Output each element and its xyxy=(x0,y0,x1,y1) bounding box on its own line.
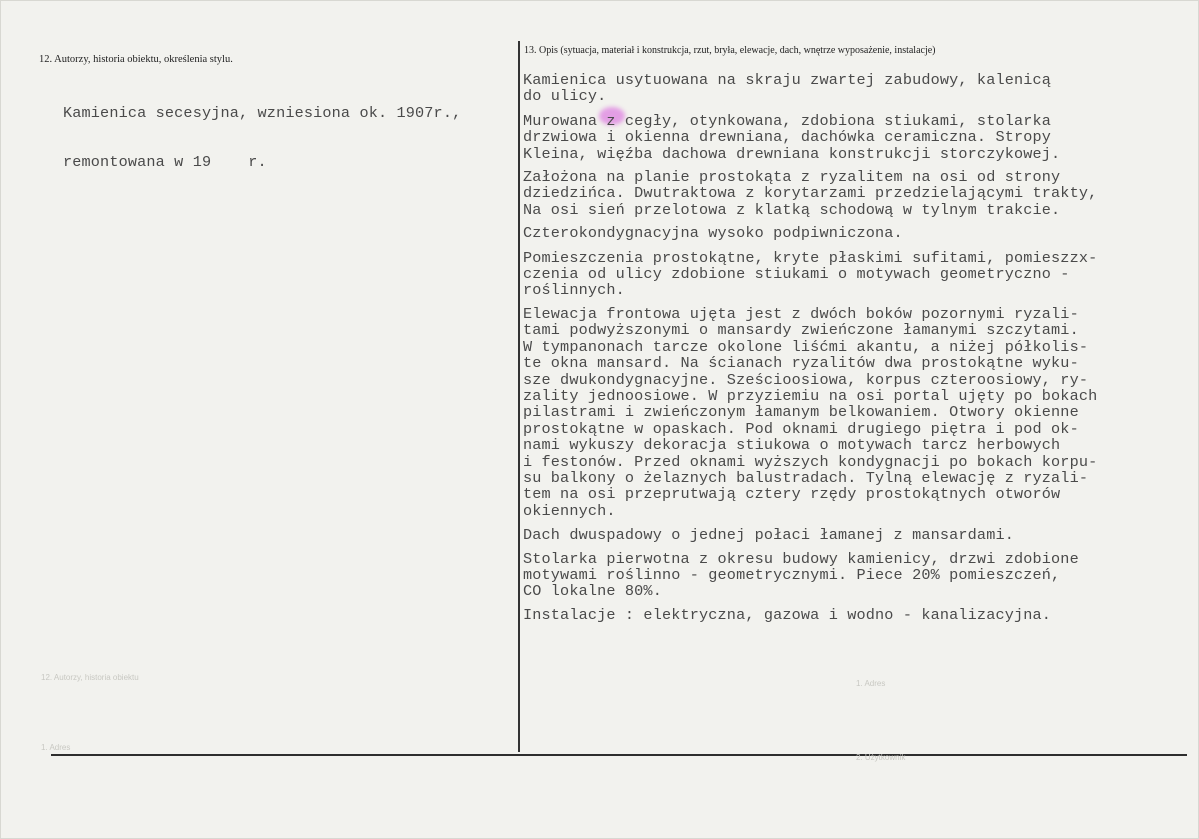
description-line: Założona na planie prostokąta z ryzalitem na osi od strony xyxy=(523,168,1061,187)
description-paragraph xyxy=(523,551,1097,600)
description-line: Dach dwuspadowy o jednej połaci łamanej z mansardami. xyxy=(523,526,1014,545)
description-line: prostokątne w opaskach. Pod oknami drugiego piętra i pod ok- xyxy=(523,419,1079,438)
description-line: zality jednoosiowe. W przyziemiu na osi portal ujęty po bokach xyxy=(523,386,1098,405)
description-line: do ulicy. xyxy=(523,87,607,106)
description-paragraph xyxy=(523,72,1097,105)
description-paragraph xyxy=(523,607,1097,623)
column-divider xyxy=(518,41,520,752)
description-paragraph xyxy=(523,169,1097,218)
section-12-header: 12. Autorzy, historia obiektu, określenia stylu. xyxy=(39,54,233,65)
description-line: sze dwukondygnacyjne. Sześcioosiowa, korpus czteroosiowy, ry- xyxy=(523,370,1089,389)
description-line: Pomieszczenia prostokątne, kryte płaskimi sufitami, pomieszzx- xyxy=(523,248,1098,267)
description-line: Kamienica usytuowana na skraju zwartej zabudowy, kalenicą xyxy=(523,71,1052,89)
description-line: motywami roślinno - geometrycznymi. Piece 20% pomieszczeń, xyxy=(523,565,1061,584)
bleed-through-text: 12. Autorzy, historia obiektu xyxy=(41,673,139,682)
description-line: tami podwyższonymi o mansardy zwieńczone łamanymi szczytami. xyxy=(523,321,1079,340)
description-paragraph xyxy=(523,527,1097,543)
description-line: Instalacje : elektryczna, gazowa i wodno - kanalizacyjna. xyxy=(523,605,1052,624)
description-line: Elewacja frontowa ujęta jest z dwóch boków pozornymi ryzali- xyxy=(523,304,1079,323)
description-line: CO lokalne 80%. xyxy=(523,582,662,601)
description-line: W tympanonach tarcze okolone liśćmi akantu, a niżej półkolis- xyxy=(523,337,1089,356)
description-line: Stolarka pierwotna z okresu budowy kamienicy, drzwi zdobione xyxy=(523,549,1079,568)
description-line: te okna mansard. Na ścianach ryzalitów dwa prostokątne wyku- xyxy=(523,354,1079,373)
description-line: Kleina, więźba dachowa drewniana konstrukcji storczykowej. xyxy=(523,144,1061,163)
bottom-rule xyxy=(51,754,1187,756)
description-line: drzwiowa i okienna drewniana, dachówka ceramiczna. Stropy xyxy=(523,128,1052,147)
description-paragraph xyxy=(523,225,1097,241)
bleed-through-text: 1. Adres xyxy=(856,679,886,688)
bleed-through-text: 2. Użytkownik xyxy=(856,753,906,762)
description-line: su balkony o żelaznych balustradach. Tylną elewację z ryzali- xyxy=(523,468,1089,487)
section-12-line: Kamienica secesyjna, wzniesiona ok. 1907r., xyxy=(63,103,462,122)
section-13-header: 13. Opis (sytuacja, materiał i konstrukcja, rzut, bryła, elewacje, dach, wnętrze wyposażenie, instalacje) xyxy=(524,45,936,56)
section-12-text xyxy=(63,72,461,203)
description-line: Na osi sień przelotowa z klatką schodową w tylnym trakcie. xyxy=(523,200,1061,219)
section-12-line: remontowana w 19 r. xyxy=(63,153,267,172)
description-paragraph xyxy=(523,306,1097,519)
description-line: Murowana z cegły, otynkowana, zdobiona stiukami, stolarka xyxy=(523,111,1052,130)
description-line: i festonów. Przed oknami wyższych kondygnacji po bokach korpu- xyxy=(523,452,1098,471)
description-paragraph xyxy=(523,250,1097,299)
description-paragraph xyxy=(523,113,1097,162)
description-line: okiennych. xyxy=(523,501,616,520)
description-line: nami wykuszy dekoracja stiukowa o motywach tarcz herbowych xyxy=(523,436,1061,455)
description-line: tem na osi przeprutwają cztery rzędy prostokątnych otworów xyxy=(523,485,1061,504)
description-line: czenia od ulicy zdobione stiukami o motywach geometryczno - xyxy=(523,265,1070,284)
description-line: Czterokondygnacyjna wysoko podpiwniczona. xyxy=(523,224,903,243)
description-line: roślinnych. xyxy=(523,281,625,300)
description-line: pilastrami i zwieńczonym łamanym belkowaniem. Otwory okienne xyxy=(523,403,1079,422)
description-line: dziedzińca. Dwutraktowa z korytarzami przedzielającymi trakty, xyxy=(523,184,1098,203)
bleed-through-text: 1. Adres xyxy=(41,743,71,752)
section-13-text xyxy=(523,65,1097,623)
